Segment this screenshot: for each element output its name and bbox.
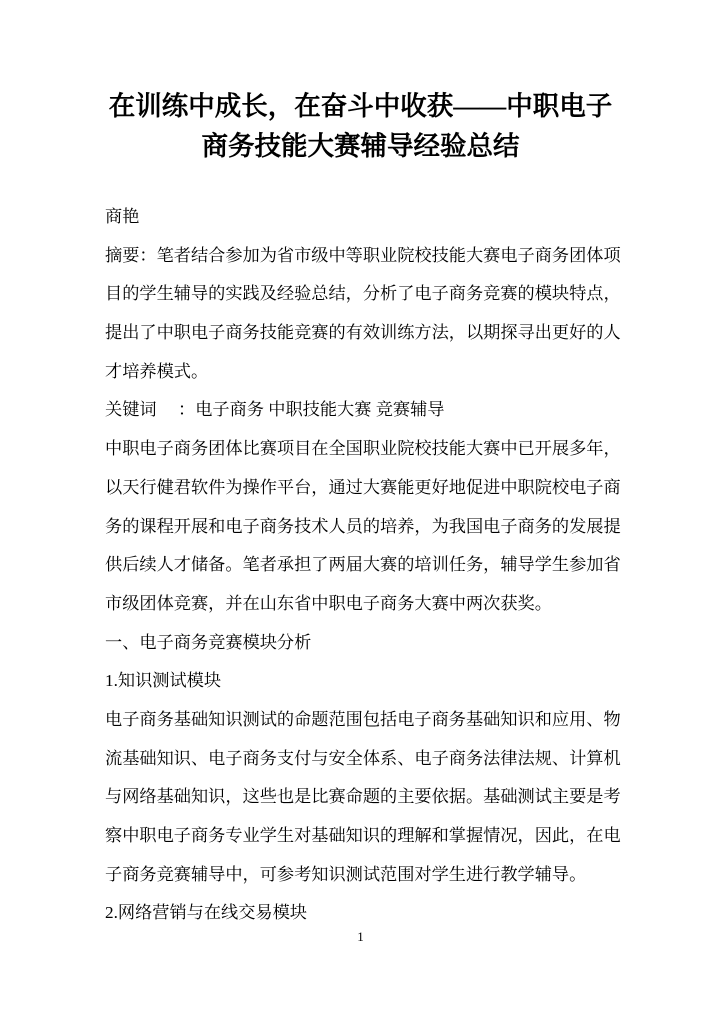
subsection-heading: 2.网络营销与在线交易模块 (105, 903, 307, 923)
paragraph-line: 务的课程开展和电子商务技术人员的培养，为我国电子商务的发展提 (105, 516, 621, 536)
paragraph-line: 市级团体竞赛，并在山东省中职电子商务大赛中两次获奖。 (105, 593, 552, 613)
paragraph-line: 子商务竞赛辅导中，可参考知识测试范围对学生进行教学辅导。 (105, 864, 587, 884)
paragraph-line: 与网络基础知识，这些也是比赛命题的主要依据。基础测试主要是考 (105, 787, 621, 807)
page-number: 1 (357, 929, 364, 944)
subsection-heading: 1.知识测试模块 (105, 671, 222, 691)
keywords-line: 关键词 ：电子商务 中职技能大赛 竞赛辅导 (105, 400, 445, 420)
paragraph-line: 以天行健君软件为操作平台，通过大赛能更好地促进中职院校电子商 (105, 477, 621, 497)
paragraph-line: 中职电子商务团体比赛项目在全国职业院校技能大赛中已开展多年， (105, 439, 621, 459)
paragraph-line: 流基础知识、电子商务支付与安全体系、电子商务法律法规、计算机 (105, 748, 621, 768)
abstract-line: 目的学生辅导的实践及经验总结，分析了电子商务竞赛的模块特点， (105, 284, 621, 304)
paragraph-line: 察中职电子商务专业学生对基础知识的理解和掌握情况，因此，在电 (105, 826, 621, 845)
title-line-1: 在训练中成长，在奋斗中收获——中职电子 (108, 91, 613, 121)
author-line: 商艳 (105, 207, 140, 226)
paragraph-line: 供后续人才储备。笔者承担了两届大赛的培训任务，辅导学生参加省 (105, 555, 621, 575)
abstract-line: 摘要：笔者结合参加为省市级中等职业院校技能大赛电子商务团体项 (105, 245, 621, 265)
paragraph-line: 电子商务基础知识测试的命题范围包括电子商务基础知识和应用、物 (105, 709, 621, 729)
section-heading: 一、电子商务竞赛模块分析 (105, 632, 312, 652)
abstract-line: 才培养模式。 (105, 361, 209, 381)
abstract-line: 提出了中职电子商务技能竞赛的有效训练方法，以期探寻出更好的人 (105, 323, 621, 343)
document-body (105, 198, 627, 933)
document-title (0, 86, 721, 166)
title-line-2: 商务技能大赛辅导经验总结 (201, 131, 520, 161)
